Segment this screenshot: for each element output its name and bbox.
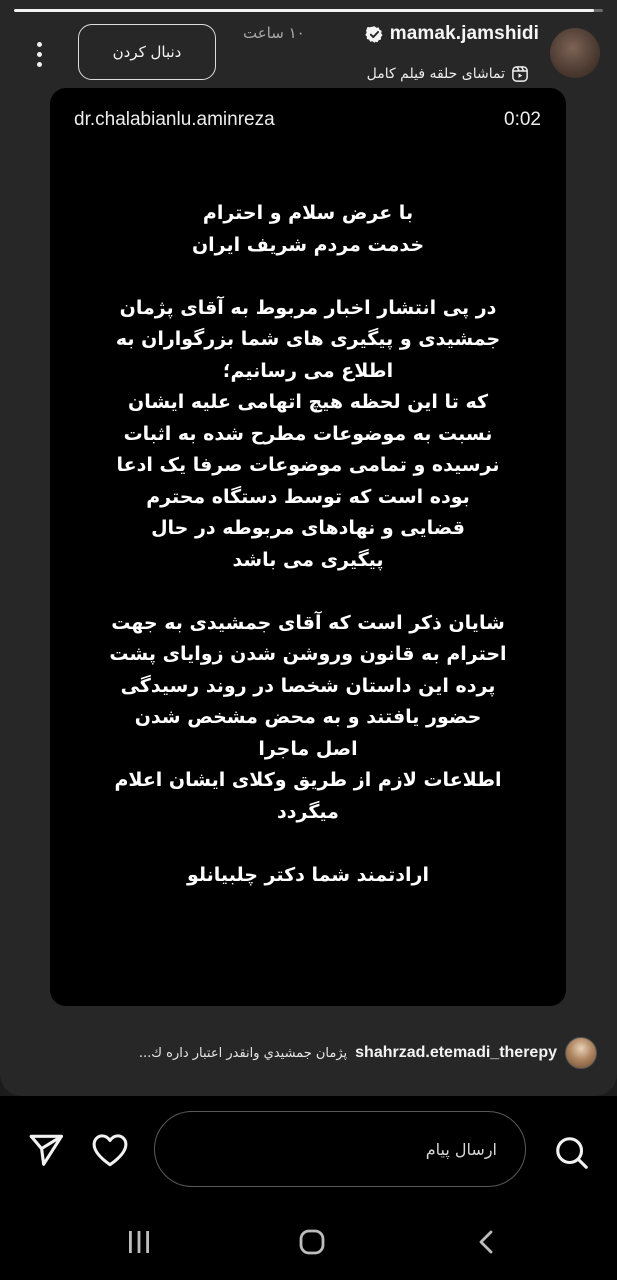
commenter-username[interactable]: shahrzad.etemadi_therepy bbox=[355, 1044, 557, 1061]
heart-icon[interactable] bbox=[88, 1128, 132, 1172]
more-dot bbox=[37, 62, 42, 67]
story-timestamp: ۱۰ ساعت bbox=[243, 24, 305, 42]
story-comment[interactable] bbox=[139, 1037, 597, 1069]
post-duration: 0:02 bbox=[504, 109, 541, 130]
post-text-line: اطلاعات لازم از طریق وکلای ایشان اعلام bbox=[114, 769, 502, 791]
reply-message-input[interactable] bbox=[154, 1111, 526, 1187]
commenter-avatar[interactable] bbox=[565, 1037, 597, 1069]
more-dot bbox=[37, 52, 42, 57]
post-text-line: نرسیده و تمامی موضوعات صرفا یک ادعا bbox=[116, 454, 500, 476]
post-author-handle[interactable]: dr.chalabianlu.aminreza bbox=[74, 109, 275, 130]
comment-text: پژمان جمشيدي وانقدر اعتبار داره ك... bbox=[138, 1045, 348, 1061]
avatar[interactable] bbox=[550, 28, 600, 78]
paragraph-gap bbox=[78, 576, 538, 608]
paragraph-gap bbox=[78, 261, 538, 293]
post-text-line: احترام به قانون وروشن شدن زوایای پشت bbox=[109, 643, 507, 665]
more-vertical-icon[interactable] bbox=[24, 34, 54, 74]
verified-badge-icon bbox=[365, 25, 384, 44]
post-text-line: که تا این لحظه هیچ اتهامی علیه ایشان bbox=[127, 391, 489, 413]
post-text-line: اطلاع می رسانیم؛ bbox=[222, 359, 394, 382]
post-text-line: ارادتمند شما دکتر چلبیانلو bbox=[187, 863, 429, 886]
more-dot bbox=[37, 42, 42, 47]
post-text-line: نسبت به موضوعات مطرح شده به اثبات bbox=[123, 422, 493, 445]
story-progress-fill bbox=[14, 9, 594, 12]
post-text-line: قضایی و نهادهای مربوطه در حال bbox=[151, 517, 465, 539]
post-text-line: پیگیری می باشد bbox=[232, 548, 384, 571]
post-text-line: میگردد bbox=[277, 800, 339, 823]
story-username[interactable]: mamak.jamshidi bbox=[389, 23, 539, 44]
post-text-line: بوده است که توسط دستگاه محترم bbox=[146, 485, 470, 508]
post-text-line: در پی انتشار اخبار مربوط به آقای پژمان bbox=[119, 296, 497, 319]
camera-icon[interactable] bbox=[550, 1131, 594, 1175]
back-icon[interactable] bbox=[465, 1220, 509, 1264]
send-icon[interactable] bbox=[24, 1128, 68, 1172]
shared-post[interactable] bbox=[50, 88, 566, 1006]
post-text-line: حضور یافتند و به محض مشخص شدن bbox=[134, 706, 482, 728]
post-text-line: پرده این داستان شخصا در روند رسیدگی bbox=[120, 674, 496, 697]
system-navigation-bar bbox=[0, 1206, 617, 1280]
post-text-line: شایان ذکر است که آقای جمشیدی به جهت bbox=[111, 611, 505, 634]
post-text-line: جمشیدی و پیگیری های شما بزرگواران به bbox=[115, 328, 501, 350]
paragraph-gap bbox=[78, 828, 538, 860]
watch-full-reel-label: تماشای حلقه فیلم کامل bbox=[366, 66, 505, 82]
post-text-line: خدمت مردم شریف ایران bbox=[191, 233, 425, 256]
watch-full-reel-link[interactable] bbox=[367, 62, 529, 86]
post-text-line: اصل ماجرا bbox=[258, 737, 358, 760]
story-progress-bar bbox=[14, 9, 603, 12]
follow-button[interactable]: دنبال کردن bbox=[78, 24, 216, 80]
post-text-line: با عرض سلام و احترام bbox=[202, 202, 414, 224]
post-statement-text bbox=[78, 198, 538, 891]
recent-apps-icon[interactable] bbox=[117, 1220, 161, 1264]
story-author[interactable] bbox=[365, 20, 539, 48]
reels-icon bbox=[511, 65, 529, 83]
home-icon[interactable] bbox=[290, 1220, 334, 1264]
